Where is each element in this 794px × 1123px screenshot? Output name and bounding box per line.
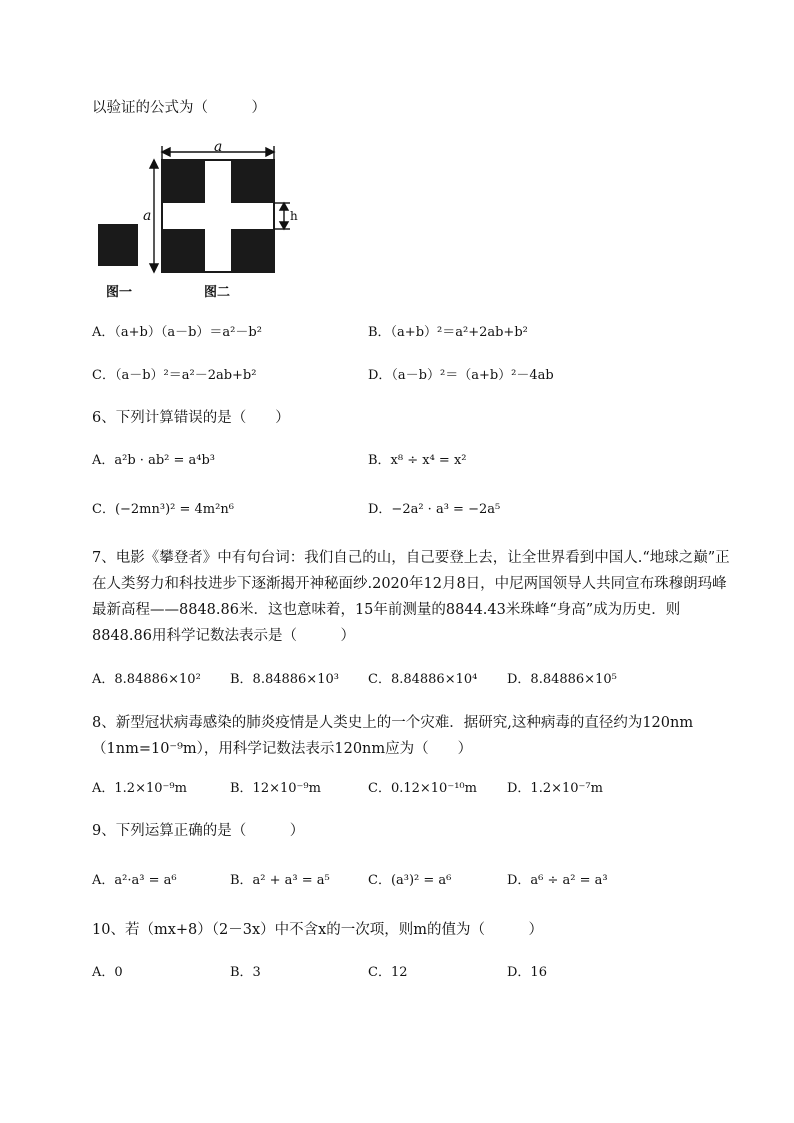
q10-stem: 10、若（mx+8）（2－3x）中不含x的一次项，则m的值为（ ） — [92, 922, 544, 938]
q10-option-c: C．12 — [368, 965, 408, 980]
q10-option-d: D．16 — [507, 965, 547, 980]
figure-two-square — [162, 160, 274, 272]
q5-option-b: B．（a+b）²＝a²+2ab+b² — [368, 325, 528, 340]
q10-option-b: B．3 — [230, 965, 261, 980]
q7-option-b: B．8.84886×10³ — [230, 672, 339, 687]
h-label: h — [290, 209, 298, 223]
figure-two-caption: 图二 — [204, 285, 231, 300]
q8-option-a: A．1.2×10⁻⁹m — [92, 781, 187, 796]
q9-option-b: B．a² + a³ = a⁵ — [230, 873, 330, 888]
q9-stem: 9、下列运算正确的是（ ） — [92, 823, 305, 839]
q8-stem: 8、新型冠状病毒感染的肺炎疫情是人类史上的一个灾难．据研究,这种病毒的直径约为120nm（1nm=10⁻⁹m），用科学记数法表示120nm应为（ ） — [92, 715, 694, 757]
top-label-a: a — [214, 139, 223, 155]
q6-option-d: D．−2a² · a³ = −2a⁵ — [368, 502, 501, 517]
h-dimension-arrow — [274, 203, 290, 229]
q7-stem: 7、电影《攀登者》中有句台词：我们自己的山，自己要登上去，让全世界看到中国人.“地球之巅”正在人类努力和科技进步下逐渐揭开神秘面纱.2020年12月8日，中尼两国领导人共同宣布珠穆朗玛峰最新高程——8848.86米．这也意味着，15年前测量的8844.43米珠峰“身高”成为历史．则8848.86用科学记数法表示是（ ） — [92, 550, 730, 644]
q5-option-c: C．（a－b）²＝a²－2ab+b² — [92, 368, 257, 383]
q5-option-d: D．（a－b）²＝（a+b）²－4ab — [368, 368, 554, 383]
q7-option-a: A．8.84886×10² — [92, 672, 201, 687]
q6-option-b: B．x⁸ ÷ x⁴ = x² — [368, 453, 467, 468]
q8-option-b: B．12×10⁻⁹m — [230, 781, 321, 796]
q5-figure — [92, 138, 412, 308]
q8-option-c: C．0.12×10⁻¹⁰m — [368, 781, 477, 796]
q6-stem: 6、下列计算错误的是（ ） — [92, 410, 290, 426]
side-label-a: a — [143, 208, 152, 224]
q6-option-c: C．(−2mn³)² = 4m²n⁶ — [92, 502, 234, 517]
q9-option-d: D．a⁶ ÷ a² = a³ — [507, 873, 608, 888]
q6-option-a: A．a²b · ab² = a⁴b³ — [92, 453, 216, 468]
q7-option-c: C．8.84886×10⁴ — [368, 672, 478, 687]
q5-stem: 以验证的公式为（ ） — [92, 100, 266, 116]
q5-option-a: A．（a+b）（a－b）＝a²－b² — [92, 325, 262, 340]
q8-option-d: D．1.2×10⁻⁷m — [507, 781, 603, 796]
figure-one-caption: 图一 — [106, 285, 133, 300]
q7-option-d: D．8.84886×10⁵ — [507, 672, 617, 687]
figure-one-square — [98, 224, 138, 266]
q10-option-a: A．0 — [92, 965, 123, 980]
q9-option-a: A．a²·a³ = a⁶ — [92, 873, 177, 888]
q9-option-c: C．(a³)² = a⁶ — [368, 873, 452, 888]
